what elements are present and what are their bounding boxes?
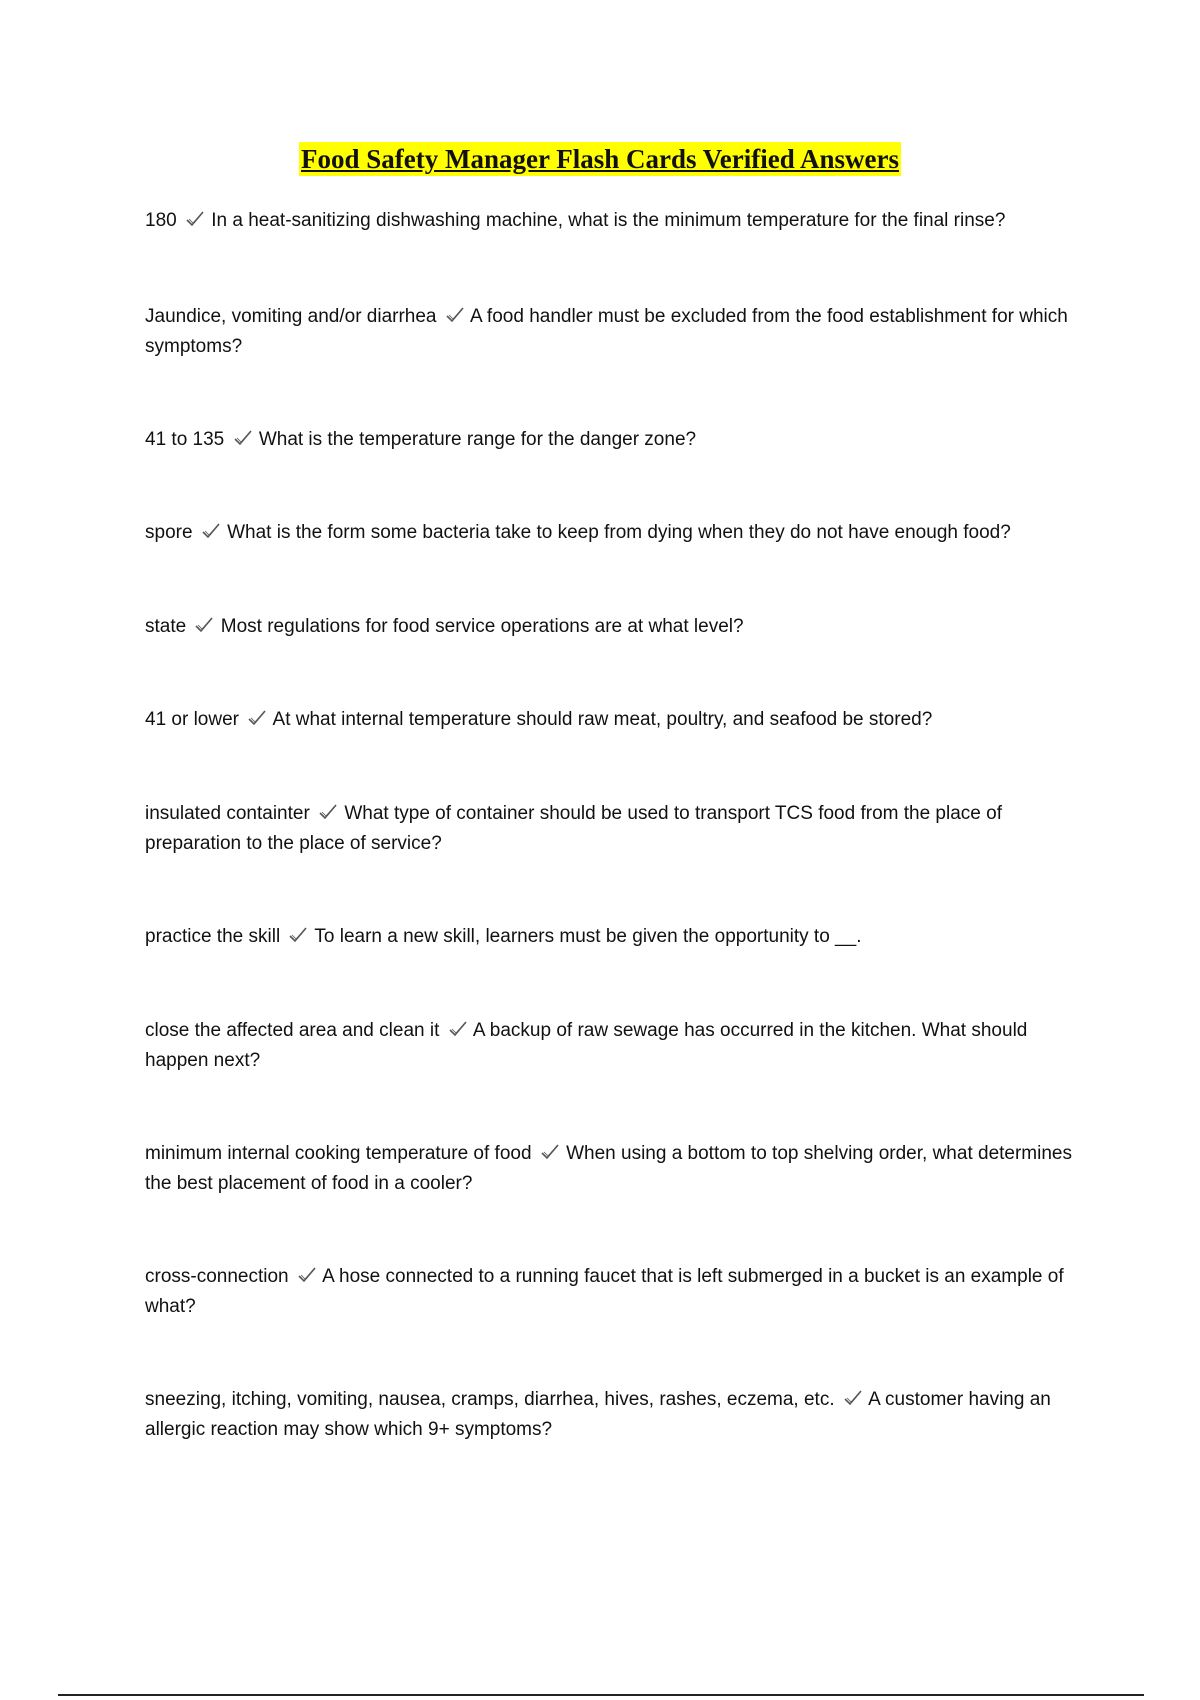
card-question: To learn a new skill, learners must be given the opportunity to __.: [314, 926, 862, 947]
footer-divider: [58, 1694, 1144, 1696]
card-answer: 41 or lower: [145, 709, 239, 730]
flash-card: [145, 612, 1085, 642]
card-answer: cross-connection: [145, 1266, 289, 1287]
flash-card: [145, 922, 1085, 952]
flash-card: [145, 705, 1085, 735]
document-title: Food Safety Manager Flash Cards Verified Answers: [301, 144, 899, 174]
card-answer: 41 to 135: [145, 429, 225, 450]
card-answer: sneezing, itching, vomiting, nausea, cramps, diarrhea, hives, rashes, eczema, etc.: [145, 1389, 835, 1410]
card-answer: practice the skill: [145, 926, 281, 947]
check-mark-icon: [448, 1020, 468, 1038]
check-mark-icon: [194, 616, 214, 634]
flash-card: [145, 1385, 1085, 1445]
card-question: A food handler must be excluded from the food establishment for which symptoms?: [145, 306, 1068, 357]
card-question: At what internal temperature should raw meat, poultry, and seafood be stored?: [272, 709, 933, 730]
card-answer: state: [145, 616, 187, 637]
check-mark-icon: [297, 1266, 317, 1284]
card-question: What is the temperature range for the danger zone?: [258, 429, 697, 450]
card-answer: 180: [145, 210, 177, 231]
check-mark-icon: [247, 709, 267, 727]
card-answer: close the affected area and clean it: [145, 1020, 440, 1041]
check-mark-icon: [318, 803, 338, 821]
card-question: A hose connected to a running faucet that is left submerged in a bucket is an example of what?: [145, 1266, 1064, 1317]
card-question: In a heat-sanitizing dishwashing machine, what is the minimum temperature for the final rinse?: [211, 210, 1006, 231]
card-question: A backup of raw sewage has occurred in the kitchen. What should happen next?: [145, 1020, 1028, 1071]
card-question: A customer having an allergic reaction may show which 9+ symptoms?: [145, 1389, 1051, 1440]
check-mark-icon: [233, 429, 253, 447]
check-mark-icon: [185, 210, 205, 228]
flash-card: [145, 1016, 1085, 1076]
card-answer: minimum internal cooking temperature of food: [145, 1143, 532, 1164]
flash-card: [145, 425, 1085, 455]
check-mark-icon: [445, 306, 465, 324]
card-question: What type of container should be used to transport TCS food from the place of preparation to the place of service?: [145, 803, 1002, 854]
flash-card: [145, 1139, 1085, 1199]
flash-card: [145, 799, 1085, 859]
check-mark-icon: [843, 1389, 863, 1407]
card-question: When using a bottom to top shelving order, what determines the best placement of food in a cooler?: [145, 1143, 1072, 1194]
card-answer: Jaundice, vomiting and/or diarrhea: [145, 306, 437, 327]
card-question: What is the form some bacteria take to keep from dying when they do not have enough food?: [227, 522, 1011, 543]
flash-card: [145, 302, 1085, 362]
card-answer: spore: [145, 522, 193, 543]
card-answer: insulated containter: [145, 803, 310, 824]
check-mark-icon: [540, 1143, 560, 1161]
check-mark-icon: [288, 926, 308, 944]
flash-card: [145, 1262, 1085, 1322]
flash-card: [145, 518, 1085, 548]
check-mark-icon: [201, 522, 221, 540]
flash-card: [145, 206, 1085, 236]
card-question: Most regulations for food service operations are at what level?: [220, 616, 744, 637]
title-container: [0, 142, 1200, 176]
